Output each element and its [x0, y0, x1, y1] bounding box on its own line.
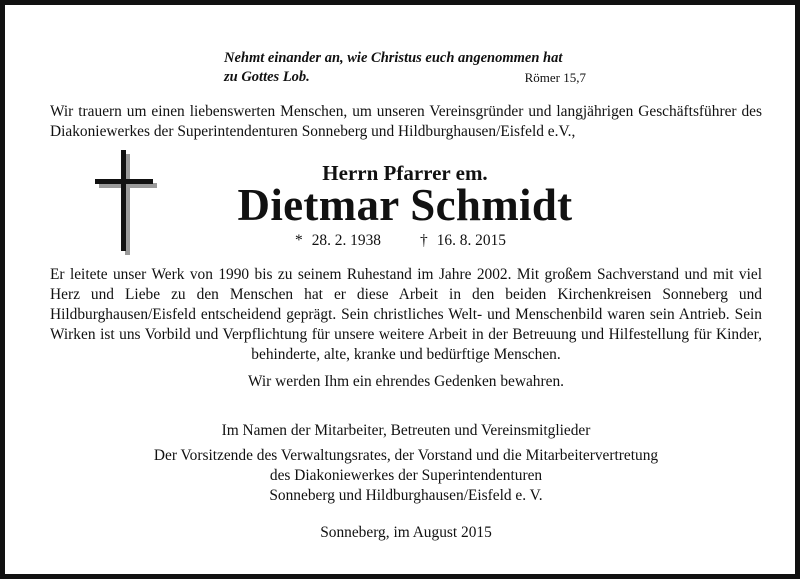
verse-line-1: Nehmt einander an, wie Christus euch angenommen hat — [224, 50, 563, 66]
deceased-title: Herrn Pfarrer em. — [322, 161, 488, 185]
deceased-name: Dietmar Schmidt — [237, 180, 573, 230]
signatory-line-2: Der Vorsitzende des Verwaltungsrates, der Vorstand und die Mitarbeitervertretung — [153, 447, 659, 464]
signatory-line-1: Im Namen der Mitarbeiter, Betreuten und Vereinsmitglieder — [221, 422, 591, 439]
death-date-value: 16. 8. 2015 — [436, 232, 506, 249]
verse-reference: Römer 15,7 — [524, 70, 586, 85]
remembrance-line: Wir werden Ihm ein ehrendes Gedenken bewahren. — [247, 373, 565, 390]
place-and-date: Sonneberg, im August 2015 — [320, 524, 492, 541]
death-symbol: † — [420, 232, 428, 249]
death-date — [420, 231, 506, 251]
birth-symbol: * — [295, 232, 303, 249]
bible-verse — [224, 49, 586, 87]
birth-date — [295, 231, 381, 251]
verse-line-2: zu Gottes Lob. — [224, 69, 310, 85]
signatory-line-4: Sonneberg und Hildburghausen/Eisfeld e. V. — [269, 487, 543, 504]
birth-date-value: 28. 2. 1938 — [311, 232, 381, 249]
signatory-line-3: des Diakoniewerkes der Superintendenturen — [269, 467, 543, 484]
tribute-paragraph: Er leitete unser Werk von 1990 bis zu seinem Ruhestand im Jahre 2002. Mit großem Sachverstand und mit viel Herz und Liebe zu den Menschen hat er diese Arbeit in den beiden Kirchenkreisen Sonneberg und Hildburghausen/Eisfeld entscheidend geprägt. Sein christliches Welt- und Menschenbild waren sein Antrieb. Sein Wirken ist uns Vorbild und Verpflichtung für unsere weitere Arbeit in der Betreuung und Hilfestellung für Kinder, behinderte, alte, kranke und bedürftige Menschen. — [50, 266, 762, 363]
cross-icon — [95, 150, 157, 255]
intro-paragraph: Wir trauern um einen liebenswerten Menschen, um unseren Vereinsgründer und langjährigen Geschäftsführer des Diakoniewerkes der Superintendenturen Sonneberg und Hildburghausen/Eisfeld e.V., — [50, 103, 762, 140]
